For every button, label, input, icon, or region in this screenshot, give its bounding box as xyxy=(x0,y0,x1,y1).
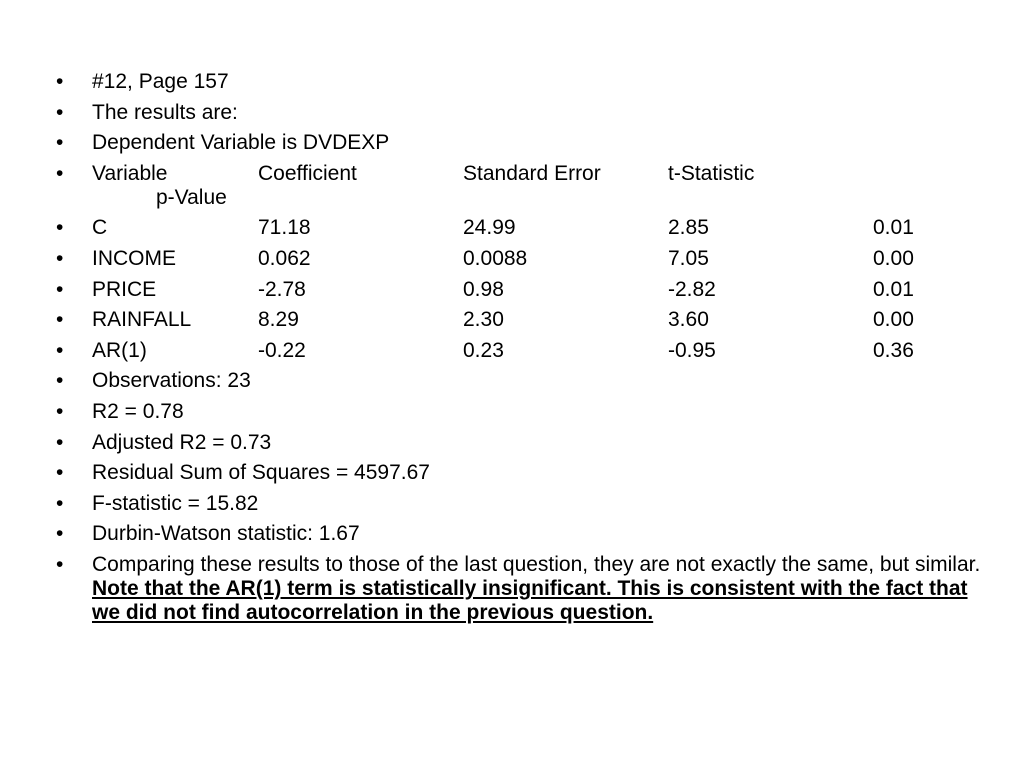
table-header-row xyxy=(56,162,986,210)
header-t-statistic: t-Statistic xyxy=(668,161,755,185)
cell-variable: AR(1) xyxy=(92,338,147,362)
dependent-variable-text: Dependent Variable is DVDEXP xyxy=(92,131,390,155)
cell-t-statistic: 7.05 xyxy=(668,246,709,270)
bullet-icon: • xyxy=(56,430,64,454)
table-row xyxy=(56,308,986,332)
bullet-icon: • xyxy=(56,131,64,155)
bullet-icon: • xyxy=(56,369,64,393)
stat-text: F-statistic = 15.82 xyxy=(92,491,259,515)
conclusion-text: Comparing these results to those of the last question, they are not exactly the same, but similar. xyxy=(92,552,992,576)
cell-coefficient: -0.22 xyxy=(258,338,306,362)
cell-standard-error: 2.30 xyxy=(463,308,504,332)
intro-text: The results are: xyxy=(92,100,238,124)
table-row-cells xyxy=(92,339,986,363)
bullet-icon: • xyxy=(56,338,64,362)
cell-variable: RAINFALL xyxy=(92,308,192,332)
bullet-icon: • xyxy=(56,491,64,515)
conclusion-emphasis: Note that the AR(1) term is statistically insignificant. This is consistent with the fact that we did not find autocorrelation in the previous question. xyxy=(92,576,968,624)
bullet-icon: • xyxy=(56,277,64,301)
bullet-icon: • xyxy=(56,552,64,576)
list-item-dependent-variable xyxy=(56,131,986,155)
cell-p-value: 0.00 xyxy=(873,246,914,270)
cell-standard-error: 0.23 xyxy=(463,338,504,362)
table-row-cells xyxy=(92,247,986,271)
table-row-cells xyxy=(92,308,986,332)
header-standard-error: Standard Error xyxy=(463,161,601,185)
header-p-value-wrap xyxy=(92,186,986,210)
cell-coefficient: -2.78 xyxy=(258,277,306,301)
bullet-icon: • xyxy=(56,246,64,270)
cell-coefficient: 71.18 xyxy=(258,216,311,240)
list-item-stat-durbin-watson xyxy=(56,522,986,546)
table-row xyxy=(56,216,986,240)
bullet-icon: • xyxy=(56,100,64,124)
cell-p-value: 0.00 xyxy=(873,308,914,332)
stat-text: Durbin-Watson statistic: 1.67 xyxy=(92,522,360,546)
bullet-icon: • xyxy=(56,216,64,240)
bullet-icon: • xyxy=(56,461,64,485)
stat-text: Adjusted R2 = 0.73 xyxy=(92,430,272,454)
bullet-icon: • xyxy=(56,161,64,185)
bullet-icon: • xyxy=(56,399,64,423)
table-row-cells xyxy=(92,278,986,302)
table-row xyxy=(56,247,986,271)
header-coefficient: Coefficient xyxy=(258,161,357,185)
cell-variable: PRICE xyxy=(92,277,157,301)
cell-coefficient: 0.062 xyxy=(258,246,311,270)
bullet-icon: • xyxy=(56,522,64,546)
header-p-value: p-Value xyxy=(156,185,227,209)
stat-text: Residual Sum of Squares = 4597.67 xyxy=(92,461,430,485)
cell-t-statistic: -2.82 xyxy=(668,277,716,301)
list-item-stat-observations xyxy=(56,369,986,393)
list-item-reference xyxy=(56,70,986,94)
cell-t-statistic: 3.60 xyxy=(668,308,709,332)
cell-t-statistic: 2.85 xyxy=(668,216,709,240)
header-row xyxy=(92,162,986,186)
table-row xyxy=(56,339,986,363)
list-item-conclusion xyxy=(56,552,992,625)
cell-p-value: 0.01 xyxy=(873,216,914,240)
cell-standard-error: 0.0088 xyxy=(463,246,528,270)
cell-standard-error: 0.98 xyxy=(463,277,504,301)
cell-t-statistic: -0.95 xyxy=(668,338,716,362)
cell-variable: C xyxy=(92,216,108,240)
bullet-icon: • xyxy=(56,308,64,332)
list-item-stat-rss xyxy=(56,461,986,485)
cell-p-value: 0.36 xyxy=(873,338,914,362)
stat-text: Observations: 23 xyxy=(92,369,251,393)
cell-standard-error: 24.99 xyxy=(463,216,516,240)
list-item-intro xyxy=(56,101,986,125)
table-row xyxy=(56,278,986,302)
list-item-stat-f-statistic xyxy=(56,492,986,516)
stat-text: R2 = 0.78 xyxy=(92,399,184,423)
cell-variable: INCOME xyxy=(92,246,176,270)
cell-p-value: 0.01 xyxy=(873,277,914,301)
list-item-stat-adjusted-r2 xyxy=(56,431,986,455)
reference-text: #12, Page 157 xyxy=(92,70,229,93)
list-item-stat-r2 xyxy=(56,400,986,424)
cell-coefficient: 8.29 xyxy=(258,308,299,332)
bullet-list xyxy=(56,70,992,632)
header-variable: Variable xyxy=(92,161,168,185)
bullet-icon: • xyxy=(56,70,64,93)
table-row-cells xyxy=(92,216,986,240)
